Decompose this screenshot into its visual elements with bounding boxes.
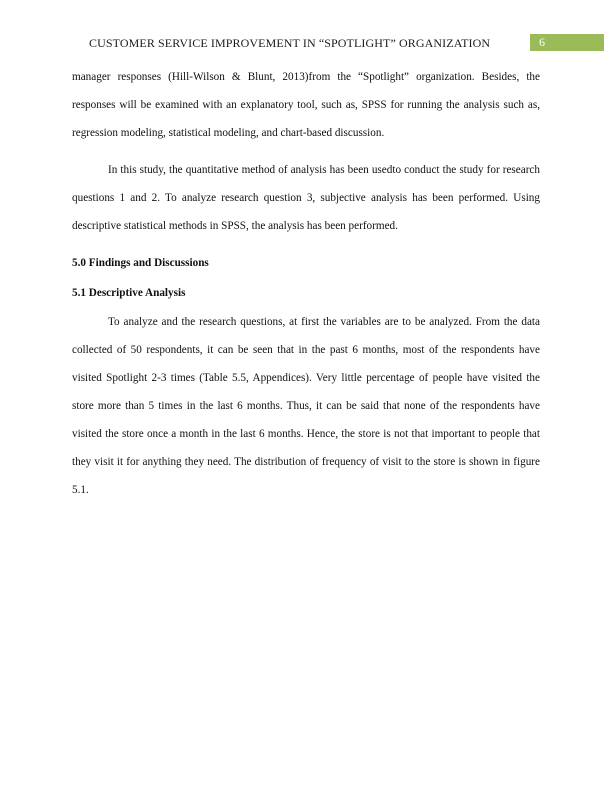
- page-number-badge: [530, 34, 604, 51]
- running-header-title: CUSTOMER SERVICE IMPROVEMENT IN “SPOTLIGHT” ORGANIZATION: [89, 36, 491, 50]
- paragraph-descriptive-analysis: To analyze and the research questions, at first the variables are to be analyzed. From the data collected of 50 respondents, it can be seen that in the past 6 months, most of the respondents have visited Spotlight 2-3 times (Table 5.5, Appendices). Very little percentage of people have visited the store more than 5 times in the last 6 months. Thus, it can be said that none of the respondents have visited the store once a month in the last 6 months. Hence, the store is not that important to people that they visit it for anything they need. The distribution of frequency of visit to the store is shown in figure 5.1.: [72, 316, 540, 496]
- section-heading-findings: 5.0 Findings and Discussions: [72, 257, 209, 269]
- page-number: 6: [539, 35, 545, 49]
- paragraph-quantitative-method: In this study, the quantitative method of analysis has been usedto conduct the study for research questions 1 and 2. To analyze research question 3, subjective analysis has been performed. Using descriptive statistical methods in SPSS, the analysis has been performed.: [72, 164, 540, 232]
- subsection-heading-descriptive-analysis: 5.1 Descriptive Analysis: [72, 287, 186, 299]
- paragraph-methods-continued: manager responses (Hill-Wilson & Blunt, 2013)from the “Spotlight” organization. Besides, the responses will be examined with an explanatory tool, such as, SPSS for running the analysis such as, regression modeling, statistical modeling, and chart-based discussion.: [72, 71, 540, 139]
